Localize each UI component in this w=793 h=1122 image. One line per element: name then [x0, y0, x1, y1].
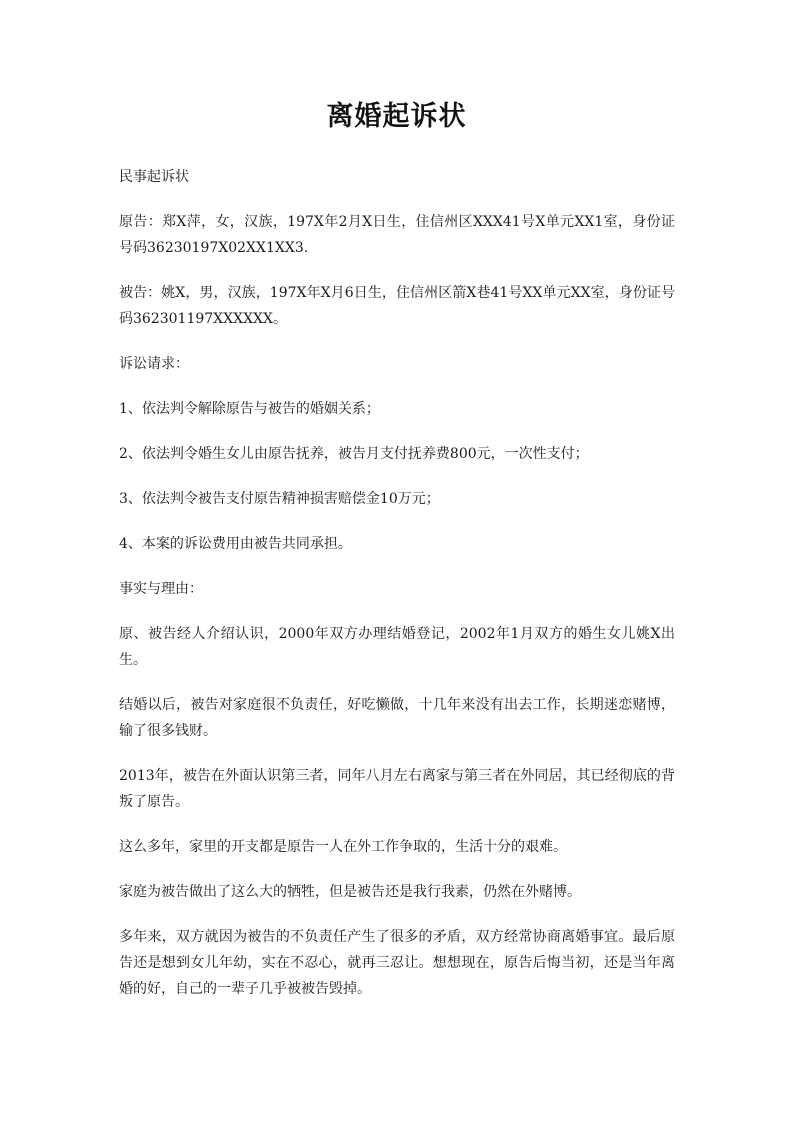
paragraph-fact-2: 结婚以后，被告对家庭很不负责任，好吃懒做，十几年来没有出去工作，长期迷恋赌博，输了很多钱财。: [119, 697, 675, 739]
paragraph-fact-5: 家庭为被告做出了这么大的牺牲，但是被告还是我行我素，仍然在外赌博。: [119, 884, 581, 900]
paragraph-claim-2: 2、依法判令婚生女儿由原告抚养，被告月支付抚养费800元，一次性支付；: [119, 446, 589, 462]
paragraph-defendant: 被告：姚X，男，汉族，197X年X月6日生，住信州区箭X巷41号XX单元XX室，身份证号码362301197XXXXXX。: [119, 285, 675, 327]
paragraph-fact-6: 多年来，双方就因为被告的不负责任产生了很多的矛盾，双方经常协商离婚事宜。最后原告还是想到女儿年幼，实在不忍心，就再三忍让。想想现在，原告后悔当初，还是当年离婚的好，自己的一辈子几乎被被告毁掉。: [119, 929, 675, 997]
paragraph-heading: 民事起诉状: [119, 169, 189, 185]
paragraph-claim-3: 3、依法判令被告支付原告精神损害赔偿金10万元；: [119, 491, 440, 507]
document-title: 离婚起诉状: [326, 101, 467, 132]
paragraph-fact-4: 这么多年，家里的开支都是原告一人在外工作争取的，生活十分的艰难。: [119, 839, 567, 855]
paragraph-claim-1: 1、依法判令解除原告与被告的婚姻关系；: [119, 401, 380, 417]
paragraph-facts-heading: 事实与理由：: [119, 581, 203, 597]
paragraph-plaintiff: 原告：郑X萍，女，汉族，197X年2月X日生，住信州区XXX41号X单元XX1室，身份证号码36230197X02XX1XX3.: [119, 214, 675, 256]
paragraph-fact-1: 原、被告经人介绍认识，2000年双方办理结婚登记，2002年1月双方的婚生女儿姚X出生。: [119, 626, 675, 668]
paragraph-claim-4: 4、本案的诉讼费用由被告共同承担。: [119, 536, 352, 552]
paragraph-claims-heading: 诉讼请求：: [119, 356, 189, 372]
document-body: [119, 164, 675, 1021]
paragraph-fact-3: 2013年，被告在外面认识第三者，同年八月左右离家与第三者在外同居，其已经彻底的背叛了原告。: [119, 768, 675, 810]
